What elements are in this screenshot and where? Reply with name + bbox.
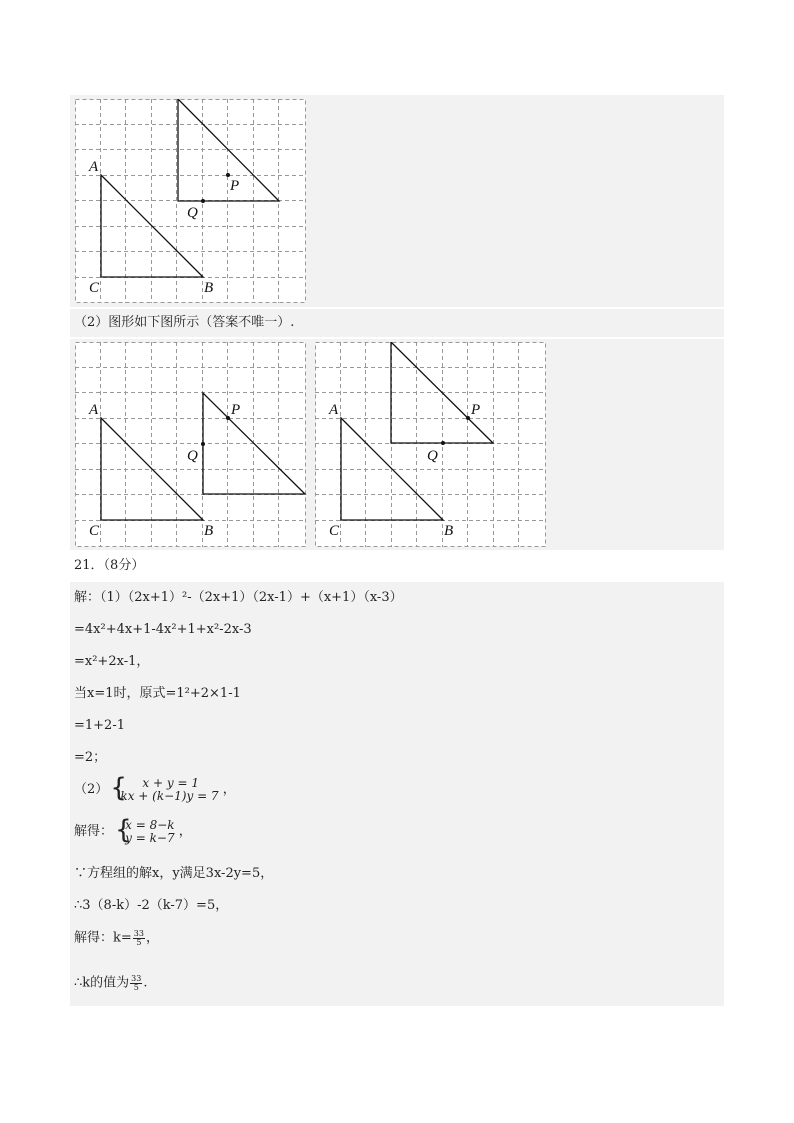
solved-eq-1: { x = 8−k (125, 818, 175, 832)
label-q: Q (427, 448, 438, 464)
grid-figure-2 (75, 342, 307, 548)
label-b: B (444, 523, 454, 539)
solved-prefix: 解得： (74, 824, 114, 839)
part2-intro: （2）图形如下图所示（答案不唯一）. (74, 315, 295, 330)
equation-system-1 (112, 777, 218, 803)
question-21-header: 21．（8分） (74, 558, 145, 573)
solution-line-11 (74, 930, 159, 947)
system-prefix: （2） (74, 782, 109, 797)
label-p: P (471, 402, 481, 418)
label-p: P (231, 402, 241, 418)
grid-figure-1 (75, 99, 307, 304)
k-solve-prefix: 解得：k= (74, 930, 132, 946)
solution-line-5: =1+2-1 (74, 718, 125, 733)
k-solve-suffix: ， (145, 930, 159, 946)
label-c: C (329, 523, 340, 539)
solution-line-9: ∵方程组的解x，y满足3x-2y=5， (74, 866, 274, 881)
solution-line-6: =2； (74, 750, 107, 765)
k-value-suffix: . (143, 975, 148, 991)
label-p: P (230, 178, 240, 194)
label-c: C (89, 523, 100, 539)
fraction-numerator: 33 (131, 974, 142, 983)
fraction-33-5-final (130, 975, 142, 992)
label-q: Q (187, 448, 198, 464)
solution-line-12 (74, 975, 147, 992)
solution-line-7 (74, 777, 236, 803)
solution-line-2: =4x²+4x+1-4x²+1+x²-2x-3 (74, 622, 252, 637)
label-b: B (204, 523, 214, 539)
label-a: A (89, 159, 99, 175)
label-b: B (204, 280, 214, 296)
k-value-prefix: ∴k的值为 (74, 975, 130, 991)
solved-eq-2: y = k−7 (125, 831, 175, 845)
system-eq-1: { x + y = 1 (142, 776, 199, 790)
solved-suffix: ， (178, 824, 192, 839)
label-c: C (89, 280, 100, 296)
fraction-numerator: 33 (133, 929, 144, 938)
system-suffix: ， (222, 782, 236, 797)
solution-line-8 (74, 819, 192, 845)
label-a: A (89, 402, 99, 418)
system-eq-2: kx + (k−1)y = 7 (120, 789, 219, 803)
fraction-33-5 (133, 930, 145, 947)
solution-line-1: 解：（1）（2x+1）²-（2x+1）（2x-1）+（x+1）（x-3） (74, 590, 403, 605)
solution-line-4: 当x=1时，原式=1²+2×1-1 (74, 686, 241, 701)
label-a: A (329, 402, 339, 418)
equation-system-2 (117, 819, 174, 845)
fraction-denominator: 5 (136, 938, 142, 947)
fraction-denominator: 5 (133, 983, 139, 992)
solution-line-3: =x²+2x-1， (74, 654, 150, 669)
grid-figure-3 (315, 342, 547, 548)
label-q: Q (187, 205, 198, 221)
solution-line-10: ∴3（8-k）-2（k-7）=5， (74, 898, 229, 913)
